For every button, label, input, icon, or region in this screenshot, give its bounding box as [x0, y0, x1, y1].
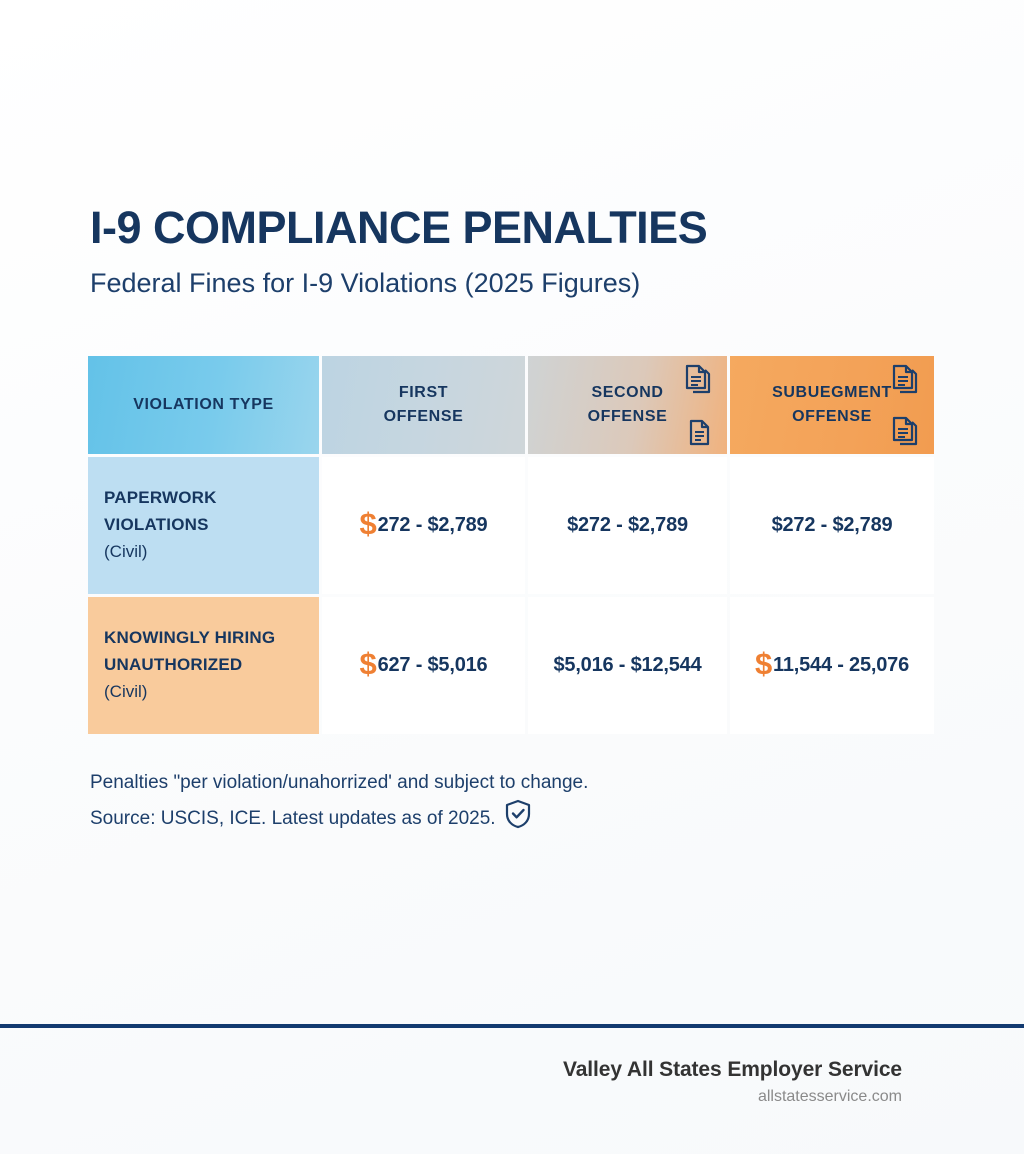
row-label-sublabel: (Civil) [104, 682, 148, 702]
footnote [90, 768, 790, 840]
column-header-label [384, 381, 464, 429]
column-header-line2: OFFENSE [792, 408, 872, 425]
footer [563, 1058, 902, 1106]
document-stack-icon [892, 416, 918, 446]
row-label-knowingly-hiring-unauthorized [88, 597, 319, 734]
footnote-line-2: Source: USCIS, ICE. Latest updates as of 2025. [90, 807, 496, 829]
table-row [88, 597, 931, 734]
column-header-line1: FIRST [398, 384, 449, 401]
footer-divider [0, 1024, 1024, 1028]
column-header-subsequent-offense [730, 356, 934, 454]
penalty-value: $ 627 - $5,016 [359, 646, 488, 681]
column-header-second-offense [528, 356, 727, 454]
footer-brand-name: Valley All States Employer Service [562, 1058, 902, 1081]
penalty-amount: 11,544 - 25,076 [773, 654, 910, 676]
penalty-value: $272 - $2,789 [567, 514, 688, 536]
column-header-label: VIOLATION TYPE [133, 396, 274, 413]
penalty-value: $272 - $2,789 [771, 514, 893, 536]
heading-block [90, 204, 950, 299]
column-header-label [588, 381, 668, 429]
row-label-paperwork-violations [88, 457, 319, 594]
row-label-sublabel: (Civil) [104, 542, 148, 562]
penalty-cell-first-offense [322, 597, 525, 734]
page-title: I-9 COMPLIANCE PENALTIES [90, 202, 708, 253]
column-header-first-offense [322, 356, 525, 454]
row-label-line2: UNAUTHORIZED [104, 654, 243, 674]
table-header-row [88, 356, 931, 454]
document-page-icon [689, 419, 711, 446]
penalty-cell-first-offense [322, 457, 525, 594]
row-label-line1: KNOWINGLY HIRING [104, 628, 276, 648]
row-label-line1: PAPERWORK [104, 488, 217, 508]
page-subtitle: Federal Fines for I-9 Violations (2025 Figures) [90, 268, 641, 299]
footnote-line-1: Penalties "per violation/unahorrized' and subject to change. [90, 772, 589, 793]
footer-website: allstatesservice.com [757, 1088, 902, 1105]
document-stack-icon [892, 364, 918, 394]
column-header-line1: SECOND [591, 384, 664, 401]
column-header-line2: OFFENSE [383, 408, 464, 425]
column-header-violation-type [88, 356, 319, 454]
penalty-cell-second-offense [528, 457, 727, 594]
column-header-line2: OFFENSE [587, 408, 668, 425]
penalty-amount: 627 - $5,016 [377, 654, 488, 676]
row-label-line2: VIOLATIONS [104, 514, 209, 534]
penalty-amount: 272 - $2,789 [377, 514, 488, 536]
shield-check-icon [504, 799, 532, 840]
penalty-value: $ 11,544 - 25,076 [754, 646, 910, 681]
penalty-cell-second-offense [528, 597, 727, 734]
penalty-cell-subsequent-offense [730, 597, 934, 734]
document-stack-icon [685, 364, 711, 394]
column-header-line1: SUBUEGMENT [772, 384, 892, 401]
table-row [88, 457, 931, 594]
penalty-cell-subsequent-offense [730, 457, 934, 594]
penalties-table [88, 356, 931, 734]
footnote-line-2-wrapper [90, 799, 790, 840]
penalty-value: $5,016 - $12,544 [553, 654, 702, 676]
column-header-label [772, 381, 892, 429]
penalty-value: $ 272 - $2,789 [359, 506, 488, 541]
